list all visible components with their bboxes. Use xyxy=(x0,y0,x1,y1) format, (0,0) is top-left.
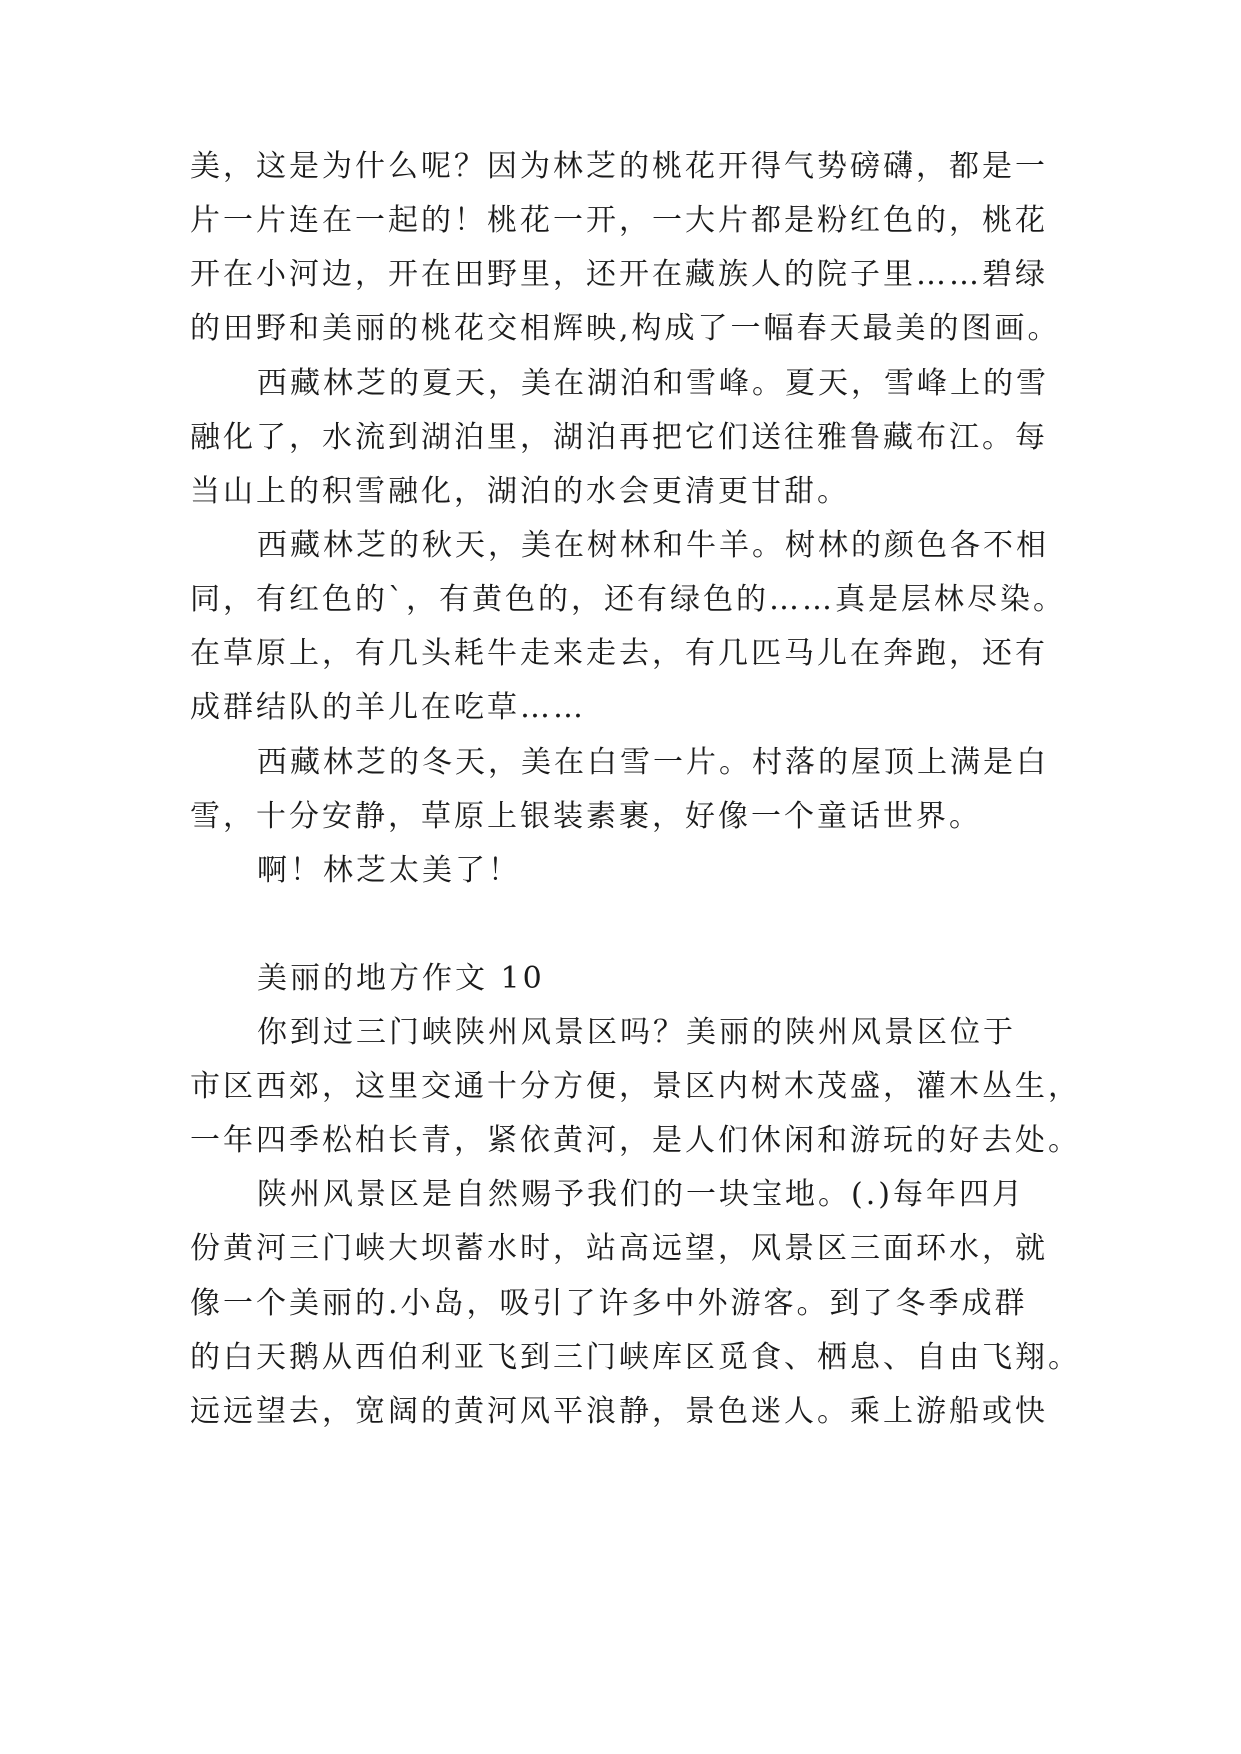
paragraph-line: 你到过三门峡陕州风景区吗？美丽的陕州风景区位于 xyxy=(257,1015,1016,1050)
paragraph-line: 同，有红色的`，有黄色的，还有绿色的……真是层林尽染。 xyxy=(190,582,1066,617)
paragraph-line: 像一个美丽的.小岛，吸引了许多中外游客。到了冬季成群 xyxy=(190,1286,1028,1321)
paragraph-line: 份黄河三门峡大坝蓄水时，站高远望，风景区三面环水，就 xyxy=(190,1231,1048,1266)
paragraph-line: 的白天鹅从西伯利亚飞到三门峡库区觅食、栖息、自由飞翔。 xyxy=(190,1340,1081,1375)
paragraph-line: 啊！林芝太美了！ xyxy=(257,853,521,888)
paragraph-line: 远远望去，宽阔的黄河风平浪静，景色迷人。乘上游船或快 xyxy=(190,1394,1048,1429)
paragraph-line: 西藏林芝的秋天，美在树林和牛羊。树林的颜色各不相 xyxy=(257,528,1049,563)
paragraph-line: 西藏林芝的夏天，美在湖泊和雪峰。夏天，雪峰上的雪 xyxy=(257,366,1049,401)
essay-title: 美丽的地方作文 10 xyxy=(257,961,545,996)
paragraph-line: 市区西郊，这里交通十分方便，景区内树木茂盛，灌木丛生， xyxy=(190,1069,1081,1104)
paragraph-line: 雪，十分安静，草原上银装素裹，好像一个童话世界。 xyxy=(190,799,982,834)
paragraph-line: 陕州风景区是自然赐予我们的一块宝地。(.)每年四月 xyxy=(257,1177,1025,1212)
paragraph-line: 西藏林芝的冬天，美在白雪一片。村落的屋顶上满是白 xyxy=(257,745,1049,780)
paragraph-line: 在草原上，有几头耗牛走来走去，有几匹马儿在奔跑，还有 xyxy=(190,636,1048,671)
paragraph-line: 片一片连在一起的！桃花一开，一大片都是粉红色的，桃花 xyxy=(190,203,1048,238)
paragraph-line: 成群结队的羊儿在吃草…… xyxy=(190,690,586,725)
paragraph-line: 当山上的积雪融化，湖泊的水会更清更甘甜。 xyxy=(190,474,850,509)
paragraph-line: 开在小河边，开在田野里，还开在藏族人的院子里……碧绿 xyxy=(190,257,1048,292)
paragraph-line: 的田野和美丽的桃花交相辉映,构成了一幅春天最美的图画。 xyxy=(190,311,1061,346)
paragraph-line: 一年四季松柏长青，紧依黄河，是人们休闲和游玩的好去处。 xyxy=(190,1123,1081,1158)
paragraph-line: 美，这是为什么呢？因为林芝的桃花开得气势磅礴，都是一 xyxy=(190,149,1048,184)
paragraph-line: 融化了，水流到湖泊里，湖泊再把它们送往雅鲁藏布江。每 xyxy=(190,420,1048,455)
